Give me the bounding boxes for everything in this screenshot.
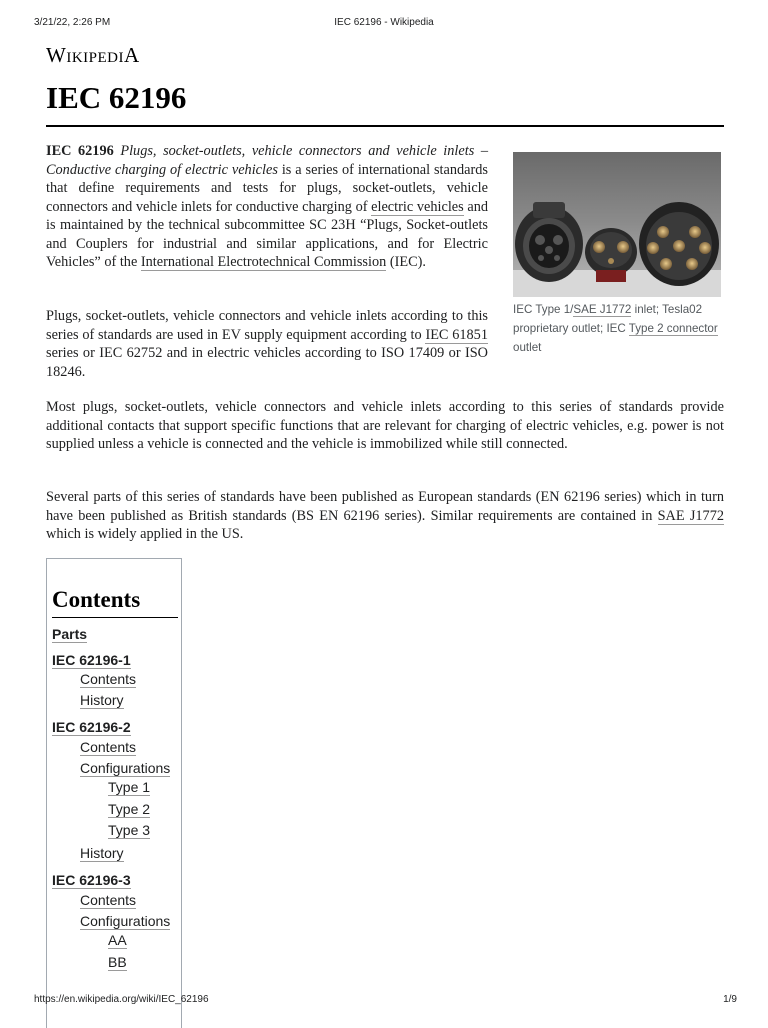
lead-text-1: is a series of international standards that define requirements and tests for plugs, socket-outlets, vehicle connectors and vehicle inlets for conductive charging of	[46, 161, 488, 215]
toc-title-rule	[52, 617, 178, 618]
caption-link-sae-j1772[interactable]: SAE J1772	[573, 303, 632, 316]
link-electric-vehicles[interactable]: electric vehicles	[371, 198, 464, 215]
caption-text-3: outlet	[513, 341, 542, 354]
wordmark-ikipedi: IKIPEDI	[66, 50, 124, 66]
page-title: IEC 62196	[46, 80, 187, 115]
paragraph-european-standards	[46, 488, 724, 544]
paragraph-usage	[46, 307, 488, 381]
toc-item-62196-3-configurations[interactable]: Configurations	[80, 913, 171, 929]
paragraph-contacts: Most plugs, socket-outlets, vehicle connectors and vehicle inlets according to this series of standards provide additional contacts that support specific functions that are relevant for charging of electric vehicles, e.g. power is not supplied unless a vehicle is connected and the vehicle is immobilized while still connected.	[46, 399, 724, 452]
link-iec-61851[interactable]: IEC 61851	[425, 326, 488, 343]
toc-item-62196-3-contents[interactable]: Contents	[80, 892, 137, 908]
wordmark-w: W	[46, 43, 67, 67]
toc-title: Contents	[52, 587, 141, 612]
lead-italic-part: Plugs, socket-outlets, vehicle connectors and vehicle inlets – Conductive charging of	[46, 143, 488, 178]
toc-item-iec-62196-2[interactable]: IEC 62196-2	[52, 719, 131, 735]
lead-text-2: and is maintained by the technical subcommittee SC 23H “Plugs, Socket-outlets and Couplers for industrial and similar applications, and for Electric Vehicles” of the	[46, 198, 489, 270]
print-page-number: 1/9	[723, 994, 737, 1005]
para2-text-1: Plugs, socket-outlets, vehicle connectors and vehicle inlets according to this series of standards are used in EV supply equipment according to	[46, 308, 488, 343]
caption-text-2: inlet; Tesla02 proprietary outlet; IEC	[513, 303, 703, 335]
lead-text-3: (IEC).	[386, 254, 426, 270]
print-date: 3/21/22, 2:26 PM	[34, 17, 111, 28]
print-header	[0, 17, 768, 33]
infobox-figure	[513, 152, 721, 357]
table-of-contents	[46, 558, 182, 1028]
wordmark-a: A	[123, 43, 140, 67]
toc-item-type-1[interactable]: Type 1	[108, 779, 151, 795]
toc-item-parts[interactable]: Parts	[52, 626, 88, 642]
caption-text-1: IEC Type 1/	[513, 303, 574, 316]
toc-item-aa[interactable]: AA	[108, 932, 127, 948]
wikipedia-wordmark[interactable]	[46, 43, 140, 68]
connector-photo[interactable]	[513, 152, 721, 297]
link-sae-j1772[interactable]: SAE J1772	[657, 507, 724, 524]
toc-item-type-3[interactable]: Type 3	[108, 822, 151, 838]
caption-link-type-2[interactable]: Type 2 connector	[628, 322, 718, 335]
lead-italic-link-text: electric vehicles	[185, 161, 278, 178]
para4-text-1: Several parts of this series of standards have been published as European standards (EN 62196 series) which in turn have been published as British standards (BS EN 62196 series). Similar requirements are contained in	[46, 489, 724, 524]
title-rule	[46, 125, 724, 127]
toc-item-iec-62196-1[interactable]: IEC 62196-1	[52, 652, 131, 668]
lead-paragraph	[46, 142, 488, 272]
print-url: https://en.wikipedia.org/wiki/IEC_62196	[34, 994, 209, 1005]
toc-item-62196-1-history[interactable]: History	[80, 692, 124, 708]
toc-item-type-2[interactable]: Type 2	[108, 801, 151, 817]
toc-item-62196-2-contents[interactable]: Contents	[80, 739, 137, 755]
toc-item-62196-2-history[interactable]: History	[80, 845, 124, 861]
toc-item-iec-62196-3[interactable]: IEC 62196-3	[52, 872, 131, 888]
toc-item-62196-2-configurations[interactable]: Configurations	[80, 760, 171, 776]
link-iec[interactable]: International Electrotechnical Commission	[140, 254, 387, 270]
para2-text-2: series or IEC 62752 and in electric vehicles according to ISO 17409 or ISO 18246.	[46, 345, 488, 380]
toc-item-bb[interactable]: BB	[108, 954, 127, 970]
lead-bold-title: IEC 62196	[46, 143, 114, 159]
figure-caption	[513, 300, 721, 357]
print-document-title: IEC 62196 - Wikipedia	[334, 17, 434, 28]
toc-item-62196-1-contents[interactable]: Contents	[80, 671, 137, 687]
para4-text-2: which is widely applied in the US.	[46, 526, 244, 542]
